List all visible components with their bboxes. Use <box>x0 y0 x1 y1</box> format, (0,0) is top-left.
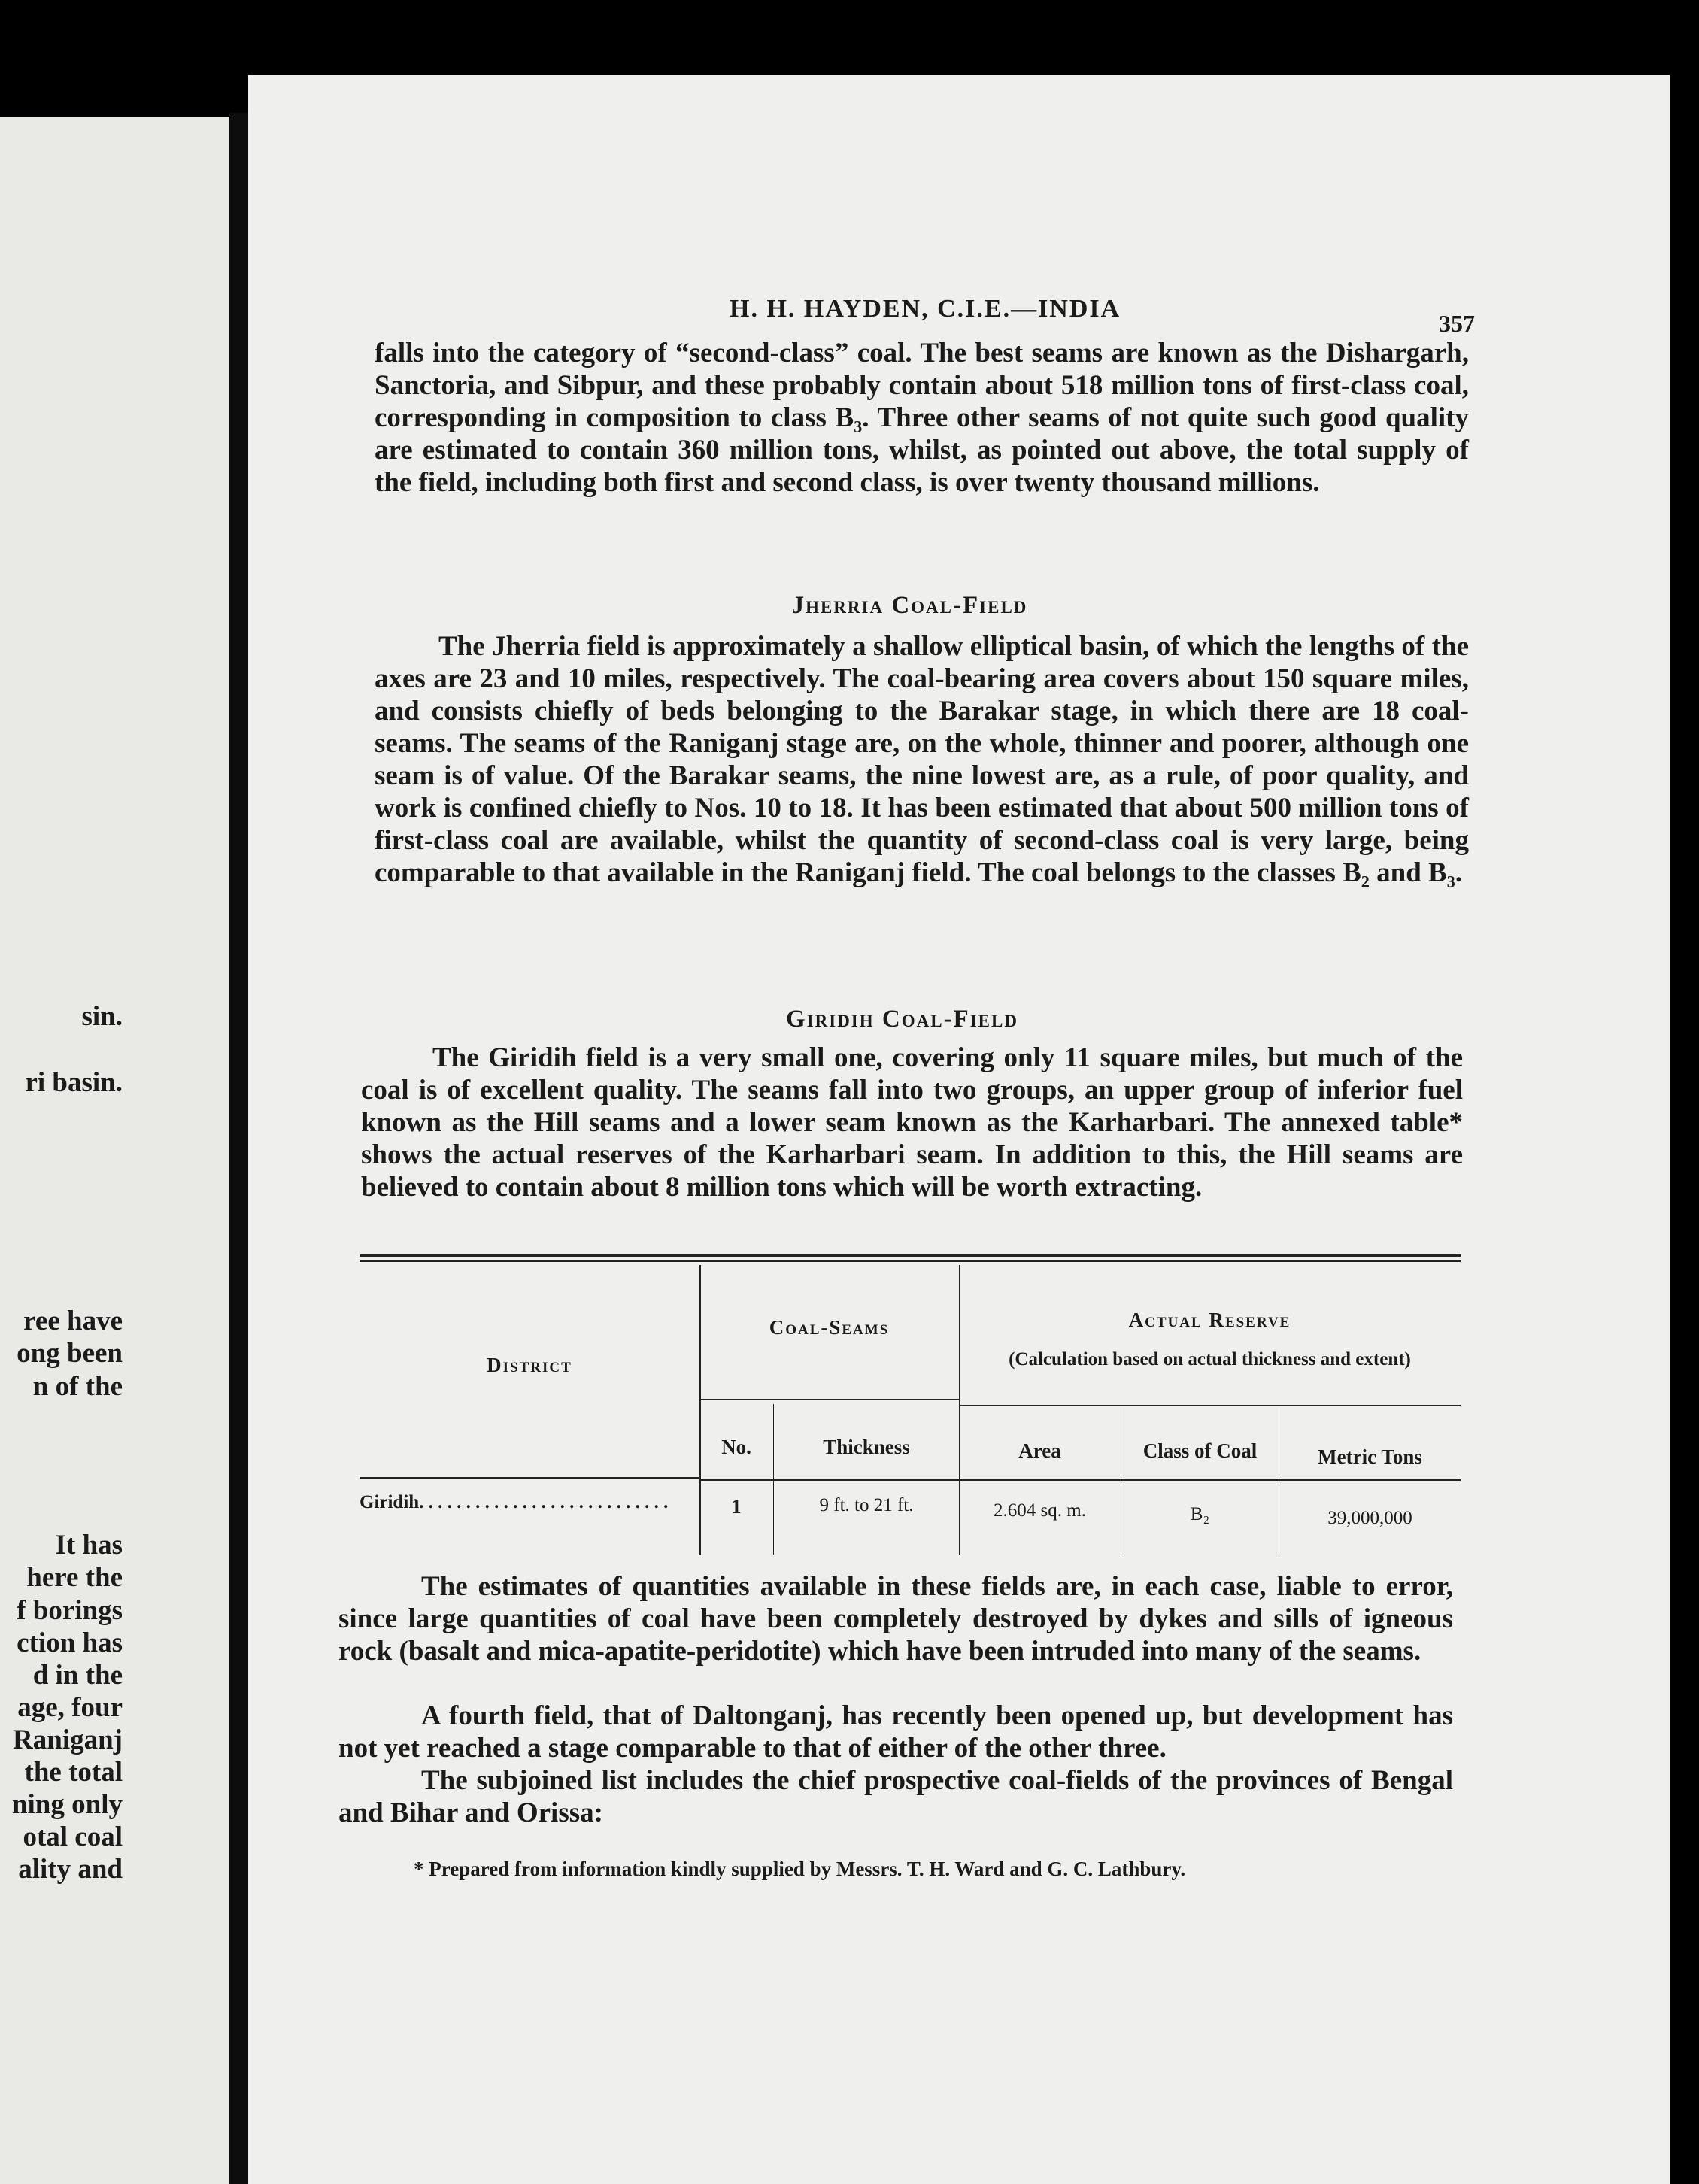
table-row-district: Giridih. . . . . . . . . . . . . . . . . . . . . . . . . . . <box>360 1492 669 1512</box>
jherria-paragraph: The Jherria field is approximately a shallow elliptical basin, of which the lengths of the axes are 23 and 10 miles, respectively. The coal-bearing area covers about 150 square miles, and consists chiefly of beds belonging to the Barakar stage, in which there are 18 coal-seams. The seams of the Raniganj stage are, on the whole, thinner and poorer, although one seam is of value. Of the Barakar seams, the nine lowest are, as a rule, of poor quality, and work is confined chiefly to Nos. 10 to 18. It has been estimated that about 500 million tons of first-class coal are available, whilst the quantity of second-class coal is very large, being comparable to that available in the Raniganj field. The coal belongs to the classes B₂ and B₃. <box>375 631 1469 888</box>
table-top-rule <box>360 1254 1461 1257</box>
facing-page-text-fragment: ree have <box>23 1306 123 1336</box>
facing-page-text-fragment: d in the <box>32 1660 123 1691</box>
col-tons-header: Metric Tons <box>1318 1445 1422 1468</box>
closing-paragraph-3: The subjoined list includes the chief prospective coal-fields of the provinces of Bengal and Bihar and Orissa: <box>338 1765 1453 1828</box>
facing-page-text-fragment: ality and <box>18 1854 123 1885</box>
actual-reserve-note: (Calculation based on actual thickness and extent) <box>1009 1349 1411 1370</box>
facing-page-text-fragment: ction has <box>17 1627 123 1658</box>
page-number: 357 <box>1439 310 1475 337</box>
facing-page-text-fragment: age, four <box>17 1692 123 1723</box>
facing-page-text-fragment: here the <box>26 1562 123 1593</box>
col-class-header: Class of Coal <box>1142 1439 1258 1462</box>
facing-page-text-fragment: ong been <box>17 1338 123 1369</box>
facing-page <box>0 117 229 2184</box>
facing-page-text-fragment: n of the <box>32 1371 123 1402</box>
reserves-table <box>360 1265 1461 1573</box>
col-thickness-header: Thickness <box>823 1436 910 1458</box>
closing-paragraph-2: A fourth field, that of Daltonganj, has recently been opened up, but development has not yet reached a stage comparable to that of either of the other three. <box>338 1700 1453 1764</box>
facing-page-text-fragment: ri basin. <box>25 1067 123 1098</box>
running-header: H. H. HAYDEN, C.I.E.—INDIA <box>730 295 1121 323</box>
table-top-rule-2 <box>360 1260 1461 1262</box>
table-row-class: B₂ <box>1190 1504 1210 1524</box>
actual-reserve-header: Actual Reserve <box>1128 1309 1291 1331</box>
table-row-area: 2.604 sq. m. <box>994 1500 1086 1521</box>
facing-page-text-fragment: It has <box>55 1530 123 1561</box>
intro-paragraph: falls into the category of “second-class” coal. The best seams are known as the Dishargarh, Sanctoria, and Sibpur, and these probably contain about 518 million tons of first-class coal, corresponding in composition to class B₃. Three other seams of not quite such good quality are estimated to contain 360 million tons, whilst, as pointed out above, the total supply of the field, including both first and second class, is over twenty thousand millions. <box>375 338 1469 498</box>
facing-page-text-fragment: f borings <box>17 1595 123 1626</box>
facing-page-text-fragment: Raniganj <box>13 1724 123 1755</box>
table-row-tons: 39,000,000 <box>1327 1508 1412 1528</box>
coal-seams-header: Coal-Seams <box>769 1316 890 1339</box>
jherria-heading: Jherria Coal-Field <box>791 592 1028 619</box>
facing-page-text-fragment: the total <box>24 1757 123 1788</box>
giridih-paragraph: The Giridih field is a very small one, covering only 11 square miles, but much of the coal is of excellent quality. The seams fall into two groups, an upper group of inferior fuel known as the Hill seams and a lower seam known as the Karharbari. The annexed table* shows the actual reserves of the Karharbari seam. In addition to this, the Hill seams are believed to contain about 8 million tons which will be worth extracting. <box>361 1042 1463 1203</box>
closing-paragraph-1: The estimates of quantities available in these fields are, in each case, liable to error, since large quantities of coal have been completely destroyed by dykes and sills of igneous rock (basalt and mica-apatite-peridotite) which have been intruded into many of the seams. <box>338 1571 1453 1667</box>
facing-page-text-fragment: sin. <box>81 1001 123 1032</box>
giridih-heading: Giridih Coal-Field <box>786 1006 1018 1033</box>
district-header: District <box>487 1354 572 1376</box>
facing-page-text-fragment: ning only <box>11 1789 123 1820</box>
book-spine <box>229 113 248 2184</box>
facing-page-text-fragment: otal coal <box>23 1822 123 1852</box>
col-no-header: No. <box>721 1436 751 1458</box>
table-row-thickness: 9 ft. to 21 ft. <box>819 1495 914 1515</box>
col-area-header: Area <box>1018 1439 1061 1462</box>
table-row-no: 1 <box>731 1495 742 1518</box>
footnote: * Prepared from information kindly supplied by Messrs. T. H. Ward and G. C. Lathbury. <box>414 1858 1186 1880</box>
